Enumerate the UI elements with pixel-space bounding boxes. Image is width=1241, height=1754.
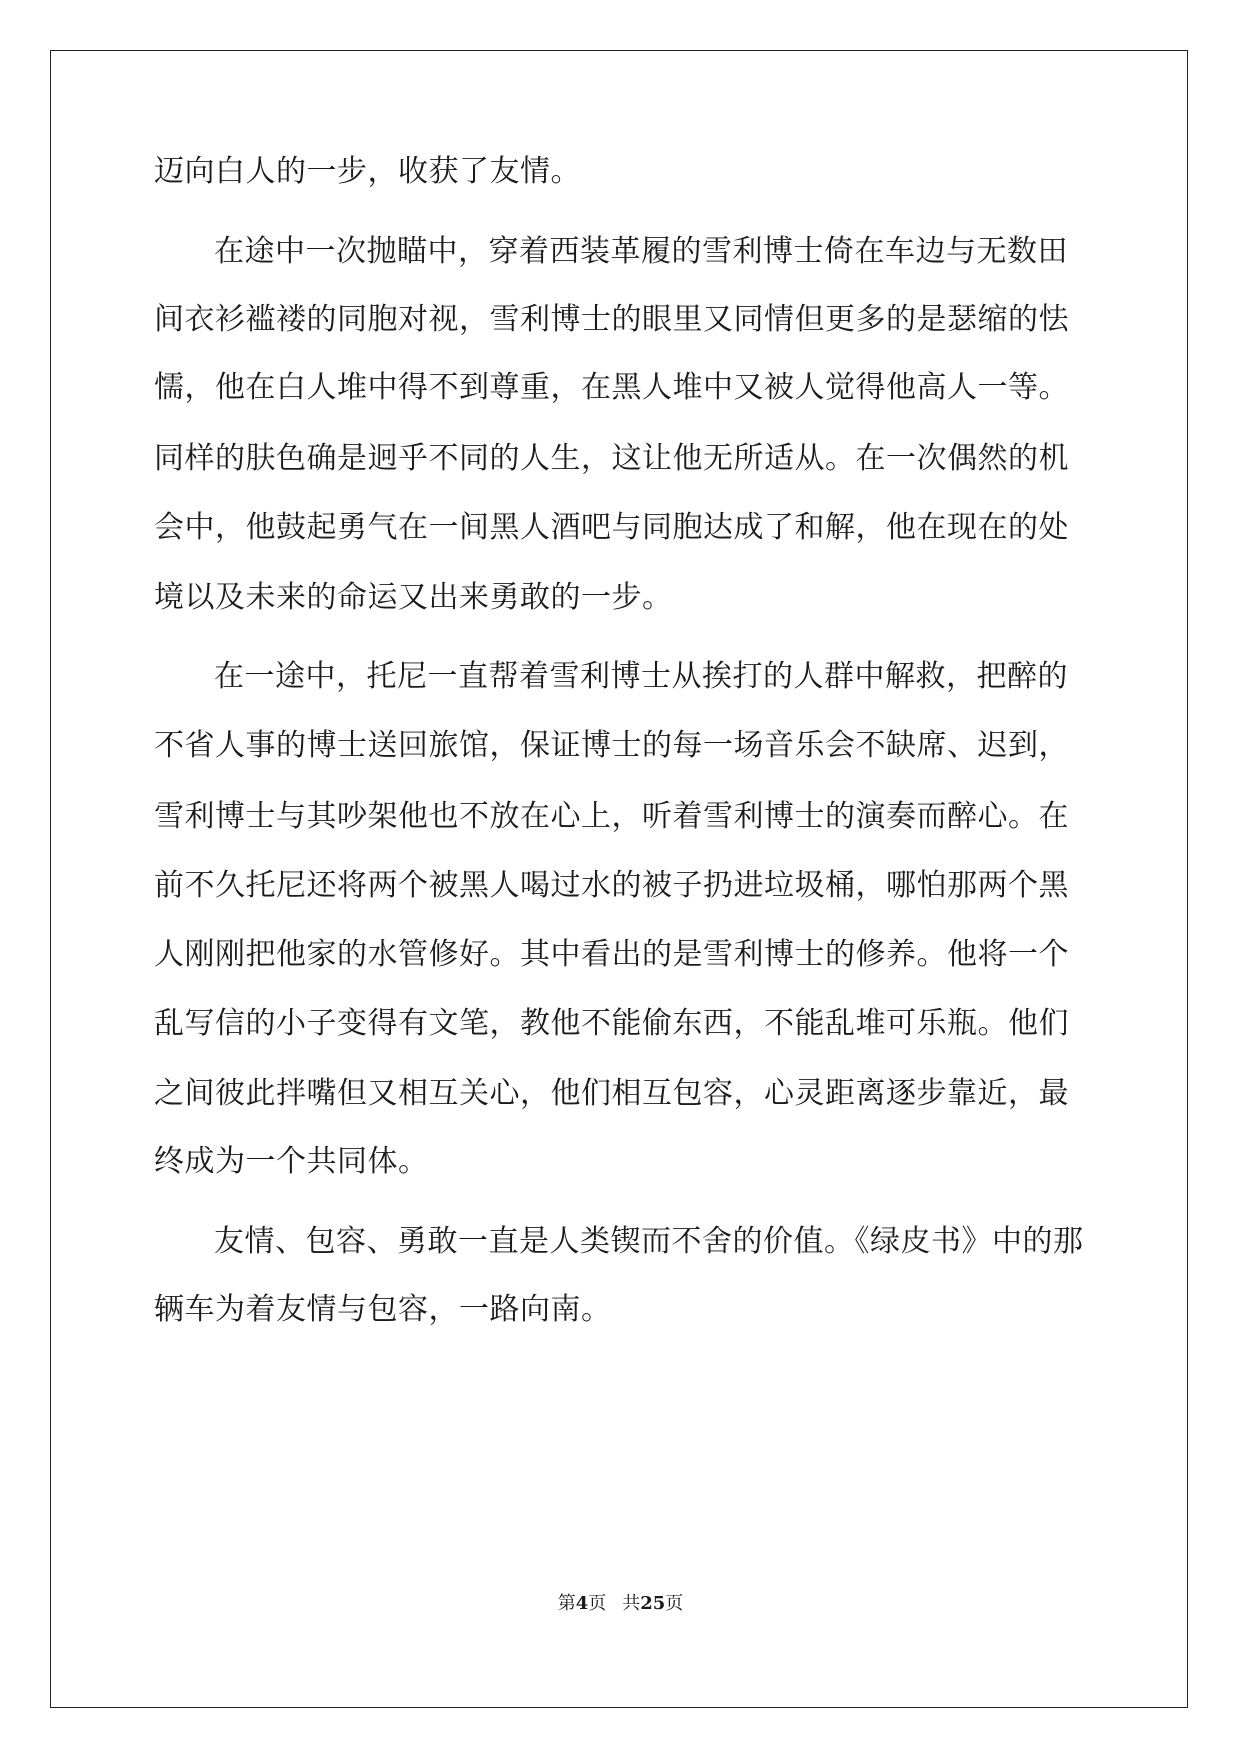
text-line: 人刚刚把他家的水管修好。其中看出的是雪利博士的修养。他将一个: [154, 937, 1069, 972]
text-line: 乱写信的小子变得有文笔，教他不能偷东西，不能乱堆可乐瓶。他们: [154, 1006, 1069, 1041]
total-suffix: 页: [665, 1593, 684, 1614]
text-line: 在一途中，托尼一直帮着雪利博士从挨打的人群中解救，把醉的: [214, 659, 1068, 694]
text-line: 在途中一次抛瞄中，穿着西装革履的雪利博士倚在车边与无数田: [214, 234, 1068, 269]
text-line: 同样的肤色确是迥乎不同的人生，这让他无所适从。在一次偶然的机: [154, 441, 1069, 476]
text-line: 境以及未来的命运又出来勇敢的一步。: [154, 580, 673, 615]
total-pages: 25: [640, 1593, 666, 1614]
text-line: 会中，他鼓起勇气在一间黑人酒吧与同胞达成了和解，他在现在的处: [154, 510, 1069, 545]
page-number: 4: [575, 1593, 589, 1614]
text-line: 终成为一个共同体。: [154, 1144, 429, 1179]
page-prefix: 第: [557, 1593, 576, 1614]
text-line: 雪利博士与其吵架他也不放在心上，听着雪利博士的演奏而醉心。在: [154, 799, 1069, 834]
text-line: 懦，他在白人堆中得不到尊重，在黑人堆中又被人觉得他高人一等。: [154, 370, 1069, 405]
total-prefix: 共: [622, 1593, 641, 1614]
text-line: 间衣衫褴褛的同胞对视，雪利博士的眼里又同情但更多的是瑟缩的怯: [154, 302, 1069, 337]
text-line: 辆车为着友情与包容，一路向南。: [154, 1292, 612, 1327]
text-line: 不省人事的博士送回旅馆，保证博士的每一场音乐会不缺席、迟到，: [154, 728, 1069, 763]
text-line: 前不久托尼还将两个被黑人喝过水的被子扔进垃圾桶，哪怕那两个黑: [154, 868, 1069, 903]
text-line: 友情、包容、勇敢一直是人类锲而不舍的价值。《绿皮书》中的那: [214, 1224, 1084, 1259]
text-line: 迈向白人的一步，收获了友情。: [154, 154, 581, 189]
text-line: 之间彼此拌嘴但又相互关心，他们相互包容，心灵距离逐步靠近，最: [154, 1076, 1069, 1111]
page-suffix: 页: [588, 1593, 607, 1614]
page-footer: [0, 1592, 1241, 1616]
